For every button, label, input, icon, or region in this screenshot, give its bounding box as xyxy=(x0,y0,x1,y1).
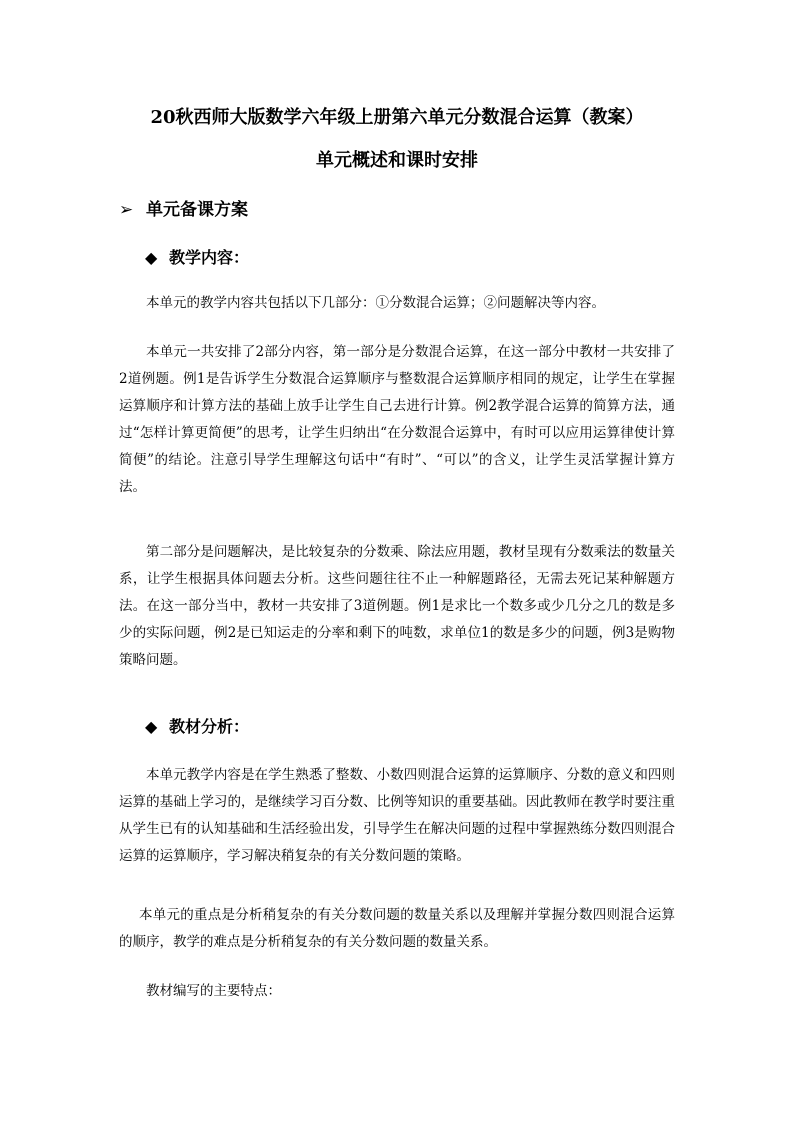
diamond-bullet-icon: ◆ xyxy=(145,717,158,736)
teaching-content-heading xyxy=(145,245,249,268)
paragraph: 本单元一共安排了2部分内容，第一部分是分数混合运算，在这一部分中教材一共安排了2道例题。例1是告诉学生分数混合运算顺序与整数混合运算顺序相同的规定，让学生在掌握运算顺序和计算方法的基础上放手让学生自己去进行计算。例2教学混合运算的简算方法，通过“怎样计算更简便”的思考，让学生归纳出“在分数混合运算中，有时可以应用运算律使计算简便”的结论。注意引导学生理解这句话中“有时”、“可以”的含义，让学生灵活掌握计算方法。 xyxy=(119,344,675,495)
diamond-bullet-icon: ◆ xyxy=(145,248,158,267)
material-analysis-heading-text: 教材分析： xyxy=(169,717,250,736)
arrow-bullet-icon: ➢ xyxy=(119,200,134,220)
teaching-content-heading-text: 教学内容： xyxy=(169,248,250,267)
paragraph: 第二部分是问题解决，是比较复杂的分数乘、除法应用题，教材呈现有分数乘法的数量关系，让学生根据具体问题去分析。这些问题往往不止一种解题路径，无需去死记某种解题方法。在这一部分当中，教材一共安排了3道例题。例1是求比一个数多或少几分之几的数是多少的实际问题，例2是已知运走的分率和剩下的吨数，求单位1的数是多少的问题，例3是购物策略问题。 xyxy=(119,544,675,668)
document-title: 20秋西师大版数学六年级上册第六单元分数混合运算（教案） xyxy=(150,107,644,128)
section-heading-text: 单元备课方案 xyxy=(146,200,248,220)
document-subtitle: 单元概述和课时安排 xyxy=(316,150,478,171)
paragraph: 本单元教学内容是在学生熟悉了整数、小数四则混合运算的运算顺序、分数的意义和四则运算的基础上学习的，是继续学习百分数、比例等知识的重要基础。因此教师在教学时要注重从学生已有的认知基础和生活经验出发，引导学生在解决问题的过程中掌握熟练分数四则混合运算的运算顺序，学习解决稍复杂的有关分数问题的策略。 xyxy=(119,767,675,864)
section-heading xyxy=(119,195,248,220)
material-analysis-heading xyxy=(145,714,249,737)
paragraph: 教材编写的主要特点： xyxy=(146,983,281,999)
paragraph: 本单元的教学内容共包括以下几部分：①分数混合运算；②问题解决等内容。 xyxy=(146,295,605,311)
paragraph: 本单元的重点是分析稍复杂的有关分数问题的数量关系以及理解并掌握分数四则混合运算的顺序，教学的难点是分析稍复杂的有关分数问题的数量关系。 xyxy=(119,907,675,950)
